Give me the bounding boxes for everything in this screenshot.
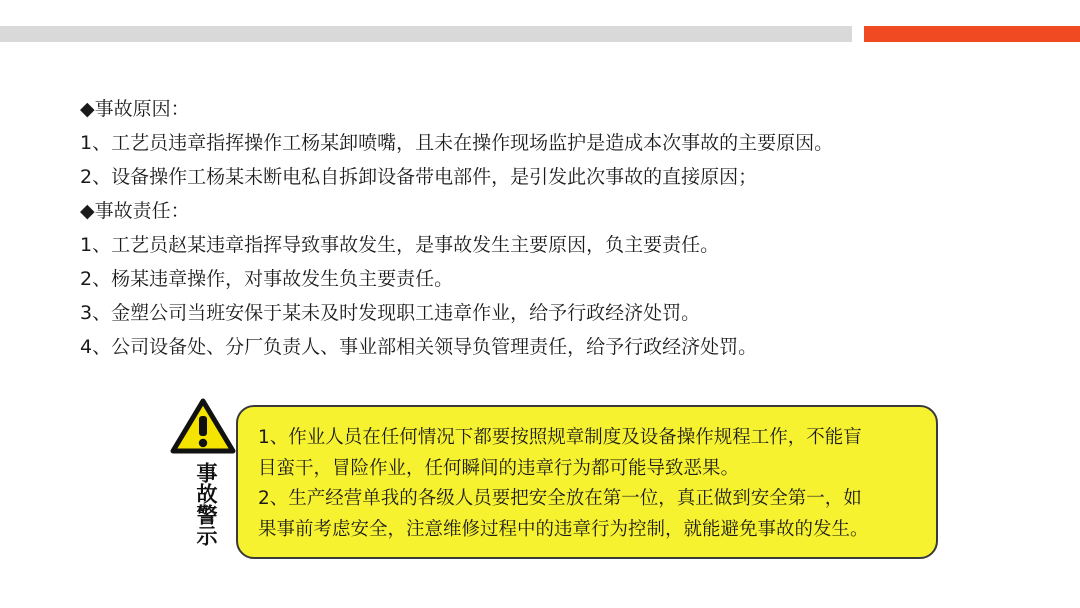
warning-marker [170,398,236,562]
cause-item-1: 1、工艺员违章指挥操作工杨某卸喷嘴，且未在操作现场监护是造成本次事故的主要原因。 [80,132,834,154]
responsibility-heading: ◆事故责任： [80,200,190,222]
warning-callout-box [236,405,938,559]
warning-triangle-icon [170,398,236,454]
warning-line-1: 1、作业人员在任何情况下都要按照规章制度及设备操作规程工作，不能盲 [258,427,862,448]
responsibility-item-1: 1、工艺员赵某违章指挥导致事故发生，是事故发生主要原因，负主要责任。 [80,234,720,256]
responsibility-item-2: 2、杨某违章操作，对事故发生负主要责任。 [80,268,454,290]
top-decorative-bar-orange [864,26,1080,42]
warning-label: 事故警示 [194,462,218,546]
top-decorative-bar-gray [0,26,852,42]
warning-line-2: 目蛮干，冒险作业，任何瞬间的违章行为都可能导致恶果。 [258,457,740,479]
responsibility-item-4: 4、公司设备处、分厂负责人、事业部相关领导负管理责任，给予行政经济处罚。 [80,336,758,358]
responsibility-item-3: 3、金塑公司当班安保于某未及时发现职工违章作业，给予行政经济处罚。 [80,302,701,324]
accident-text-block [80,92,1020,364]
warning-line-4: 果事前考虑安全，注意维修过程中的违章行为控制，就能避免事故的发生。 [258,518,869,540]
warning-line-3: 2、生产经营单我的各级人员要把安全放在第一位，真正做到安全第一，如 [258,488,862,509]
cause-heading: ◆事故原因： [80,98,190,120]
cause-item-2: 2、设备操作工杨某未断电私自拆卸设备带电部件，是引发此次事故的直接原因； [80,166,758,188]
